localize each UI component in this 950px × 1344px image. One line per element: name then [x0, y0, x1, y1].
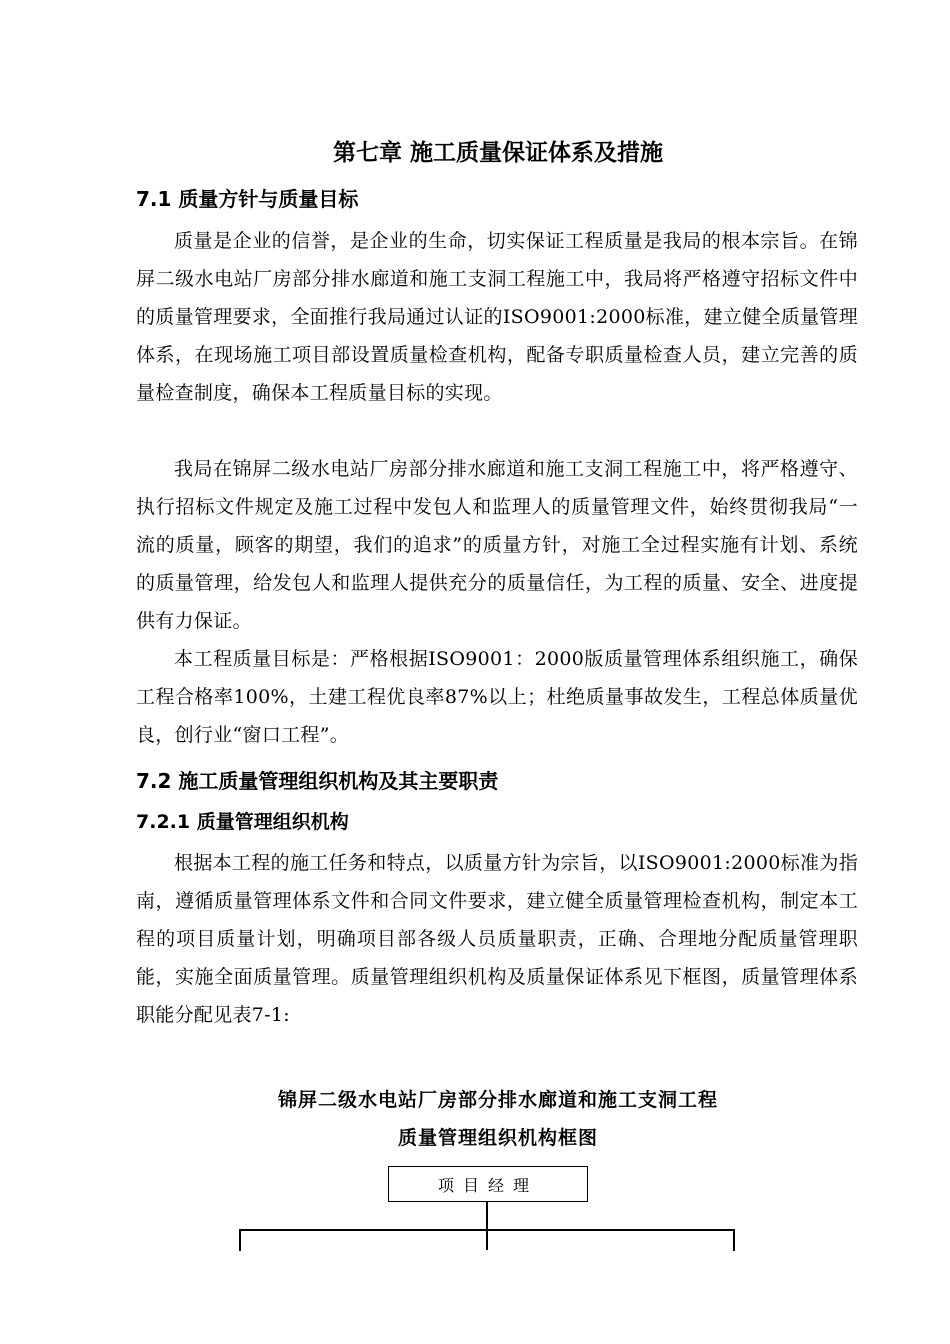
section-heading-7-2: 7.2 施工质量管理组织机构及其主要职责 — [136, 769, 499, 793]
section-heading-7-2-1: 7.2.1 质量管理组织机构 — [136, 811, 349, 833]
paragraph-org-structure: 根据本工程的施工任务和特点，以质量方针为宗旨，以ISO9001:2000标准为指南，遵循质量管理体系文件和合同文件要求，建立健全质量管理检查机构，制定本工程的项目质量计划，明确项目部各级人员质量职责，正确、合理地分配质量管理职能，实施全面质量管理。质量管理组织机构及质量保证体系见下框图，质量管理体系职能分配见表7-1: — [136, 852, 858, 1026]
section-heading-7-1: 7.1 质量方针与质量目标 — [136, 187, 359, 211]
org-chart-vertical-connector — [486, 1202, 488, 1250]
org-chart-top-box-label: 项目经理 — [437, 1175, 538, 1195]
org-chart-horizontal-connector — [239, 1229, 735, 1231]
org-chart-top-box — [388, 1166, 588, 1202]
paragraph-quality-purpose: 质量是企业的信誉，是企业的生命，切实保证工程质量是我局的根本宗旨。在锦屏二级水电站厂房部分排水廊道和施工支洞工程施工中，我局将严格遵守招标文件中的质量管理要求，全面推行我局通过认证的ISO9001:2000标准，建立健全质量管理体系，在现场施工项目部设置质量检查机构，配备专职质量检查人员，建立完善的质量检查制度，确保本工程质量目标的实现。 — [136, 230, 858, 404]
paragraph-quality-target: 本工程质量目标是：严格根据ISO9001：2000版质量管理体系组织施工，确保工程合格率100%，土建工程优良率87%以上；杜绝质量事故发生，工程总体质量优良，创行业“窗口工程”。 — [136, 648, 858, 746]
org-chart-right-branch — [733, 1229, 735, 1251]
org-chart-left-branch — [239, 1229, 241, 1251]
chapter-title: 第七章 施工质量保证体系及措施 — [332, 140, 663, 166]
paragraph-quality-policy: 我局在锦屏二级水电站厂房部分排水廊道和施工支洞工程施工中，将严格遵守、执行招标文件规定及施工过程中发包人和监理人的质量管理文件，始终贯彻我局“一流的质量，顾客的期望，我们的追求”的质量方针，对施工全过程实施有计划、系统的质量管理，给发包人和监理人提供充分的质量信任，为工程的质量、安全、进度提供有力保证。 — [136, 458, 858, 632]
figure-title-line1: 锦屏二级水电站厂房部分排水廊道和施工支洞工程 — [277, 1089, 718, 1111]
figure-title-line2: 质量管理组织机构框图 — [397, 1127, 598, 1149]
